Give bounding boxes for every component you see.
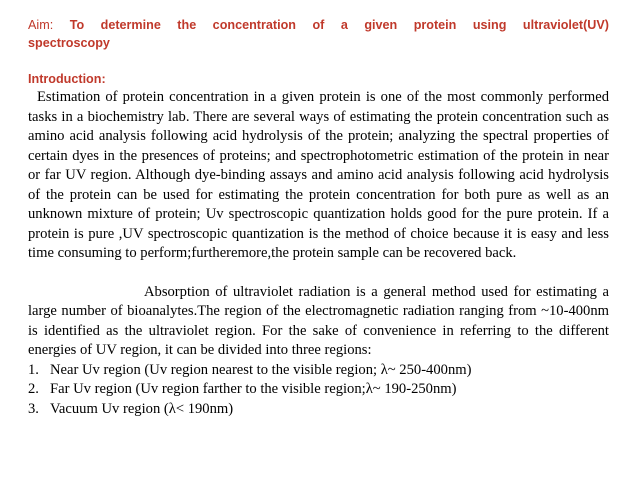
list-number: 3. bbox=[28, 400, 39, 417]
aim-line-1 bbox=[28, 16, 609, 34]
uv-region-item bbox=[28, 361, 609, 381]
list-item-text: Near Uv region (Uv region nearest to the visible region; λ~ 250-400nm) bbox=[50, 361, 472, 378]
uv-region-item bbox=[28, 400, 609, 420]
aim-text-line-2: spectroscopy bbox=[28, 36, 110, 50]
introduction-heading: Introduction: bbox=[28, 72, 106, 86]
list-item-text: Vacuum Uv region (λ< 190nm) bbox=[50, 400, 234, 417]
uv-region-item bbox=[28, 380, 609, 400]
introduction-paragraph-2: Absorption of ultraviolet radiation is a general method used for estimating a large number of bioanalytes.The region of the electromagnetic radiation ranging from ~10-400nm is identified as the ultraviolet region. For the sake of convenience in referring to the different energies of UV region, it can be divided into three regions: bbox=[28, 283, 609, 358]
introduction-paragraph-1: Estimation of protein concentration in a given protein is one of the most commonly performed tasks in a biochemistry lab. There are several ways of estimating the protein concentration such as amino acid analysis following acid hydrolysis of the protein; analyzing the spectral properties of certain dyes in the presences of proteins; and spectrophotometric estimation of the protein in near or far UV region. Although dye-binding assays and amino acid analysis following acid hydrolysis of the protein can be used for estimating the protein concentration for both pure as well as an unknown mixture of protein; Uv spectroscopic quantization holds good for the pure protein. If a protein is pure ,UV spectroscopic quantization is the method of choice because it is easy and less time consuming to perform;furtheremore,the protein sample can be recovered back. bbox=[28, 89, 609, 261]
aim-text-line-1: To determine the concentration of a given protein using ultraviolet(UV) bbox=[69, 18, 609, 32]
aim-label: Aim: bbox=[28, 18, 70, 32]
list-number: 1. bbox=[28, 361, 39, 378]
list-item-text: Far Uv region (Uv region farther to the visible region;λ~ 190-250nm) bbox=[50, 381, 457, 397]
uv-regions-list bbox=[28, 361, 609, 420]
list-number: 2. bbox=[28, 381, 39, 397]
aim-section bbox=[28, 16, 609, 52]
